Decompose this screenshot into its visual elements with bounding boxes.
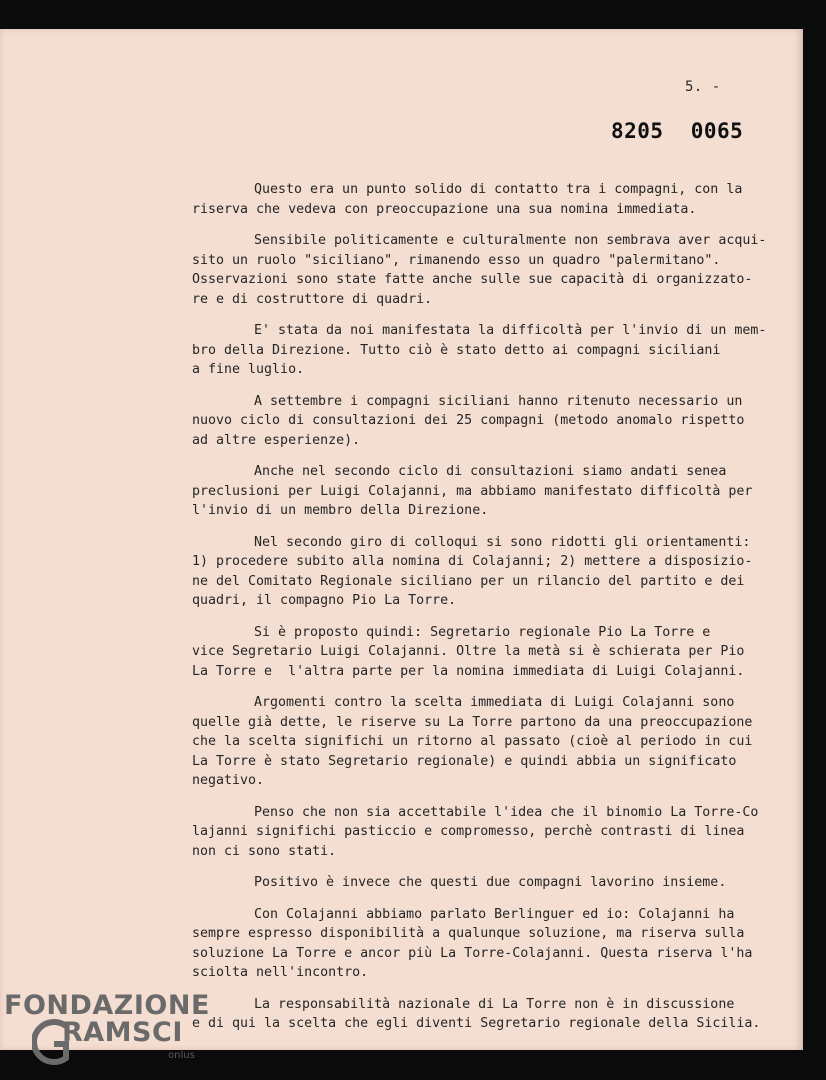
typed-letter-body xyxy=(192,180,767,1046)
text-line: vice Segretario Luigi Colajanni. Oltre la metà si è schierata per Pio xyxy=(192,644,745,659)
text-line: Anche nel secondo ciclo di consultazioni siamo andati senea xyxy=(254,464,727,479)
text-line: Argomenti contro la scelta immediata di Luigi Colajanni sono xyxy=(254,695,735,710)
text-line: negativo. xyxy=(192,773,265,788)
text-line: Si è proposto quindi: Segretario regionale Pio La Torre e xyxy=(254,624,711,640)
paragraph xyxy=(192,392,762,451)
text-line: quelle già dette, le riserve su La Torre partono da una preoccupazione xyxy=(192,714,753,730)
paragraph xyxy=(192,693,762,791)
text-line: l'invio di un membro della Direzione. xyxy=(192,503,489,518)
text-line: nuovo ciclo di consultazioni dei 25 compagni (metodo anomalo rispetto xyxy=(192,413,745,428)
text-line: quadri, il compagno Pio La Torre. xyxy=(192,593,457,608)
paragraph xyxy=(192,321,767,380)
text-line: non ci sono stati. xyxy=(192,843,337,859)
text-line: e di qui la scelta che egli diventi Segretario regionale della Sicilia. xyxy=(192,1016,761,1031)
text-line: A settembre i compagni siciliani hanno ritenuto necessario un xyxy=(254,393,743,409)
watermark-line-1: FONDAZIONE xyxy=(4,990,210,1021)
text-line: che la scelta significhi un ritorno al passato (cioè al periodo in cui xyxy=(192,734,753,749)
text-line: Osservazioni sono state fatte anche sulle sue capacità di organizzato- xyxy=(192,272,753,287)
text-line: Nel secondo giro di colloqui si sono ridotti gli orientamenti: xyxy=(254,534,751,550)
text-line: Penso che non sia accettabile l'idea che il binomio La Torre-Co xyxy=(254,804,759,820)
paragraph xyxy=(192,873,762,893)
paragraph xyxy=(192,623,762,682)
text-line: sempre espresso disponibilità a qualunque soluzione, ma riserva sulla xyxy=(192,926,745,941)
text-line: lajanni significhi pasticcio e compromesso, perchè contrasti di linea xyxy=(192,824,745,839)
fondazione-gramsci-watermark xyxy=(4,990,214,1078)
paragraph xyxy=(192,533,762,611)
text-line: bro della Direzione. Tutto ciò è stato detto ai compagni siciliani xyxy=(192,342,721,358)
paragraph xyxy=(192,905,762,983)
text-line: preclusioni per Luigi Colajanni, ma abbiamo manifestato difficoltà per xyxy=(192,483,753,499)
paragraph xyxy=(192,180,762,219)
text-line: sito un ruolo "siciliano", rimanendo esso un quadro "palermitano". xyxy=(192,252,721,268)
text-line: 1) procedere subito alla nomina di Colajanni; 2) mettere a disposizio- xyxy=(192,554,753,569)
text-line: La responsabilità nazionale di La Torre non è in discussione xyxy=(254,996,735,1012)
text-line: La Torre è stato Segretario regionale) e quindi abbia un significato xyxy=(192,753,737,769)
paragraph xyxy=(192,803,762,862)
document-page xyxy=(0,29,803,1050)
text-line: Positivo è invece che questi due compagni lavorino insieme. xyxy=(254,875,727,890)
watermark-line-2: RAMSCI xyxy=(62,1017,183,1048)
text-line: a fine luglio. xyxy=(192,362,305,377)
paragraph xyxy=(192,462,762,521)
text-line: ad altre esperienze). xyxy=(192,432,361,448)
text-line: La Torre e l'altra parte per la nomina immediata di Luigi Colajanni. xyxy=(192,663,745,679)
text-line: ne del Comitato Regionale siciliano per un rilancio del partito e dei xyxy=(192,573,745,589)
text-line: sciolta nell'incontro. xyxy=(192,965,369,980)
archive-code-stamp: 8205 0065 xyxy=(611,119,744,143)
paragraph xyxy=(192,231,767,309)
paragraph xyxy=(192,995,762,1034)
page-edge-shadow xyxy=(793,29,803,1050)
page-number: 5. - xyxy=(685,79,721,95)
text-line: Con Colajanni abbiamo parlato Berlinguer ed io: Colajanni ha xyxy=(254,906,735,922)
text-line: soluzione La Torre e ancor più La Torre-Colajanni. Questa riserva l'ha xyxy=(192,945,753,961)
text-line: E' stata da noi manifestata la difficoltà per l'invio di un mem- xyxy=(254,323,767,338)
text-line: Sensibile politicamente e culturalmente non sembrava aver acqui- xyxy=(254,233,767,248)
text-line: Questo era un punto solido di contatto tra i compagni, con la xyxy=(254,182,743,197)
text-line: riserva che vedeva con preoccupazione una sua nomina immediata. xyxy=(192,201,697,217)
text-line: re e di costruttore di quadri. xyxy=(192,291,433,307)
watermark-subtitle: onlus xyxy=(168,1050,195,1061)
